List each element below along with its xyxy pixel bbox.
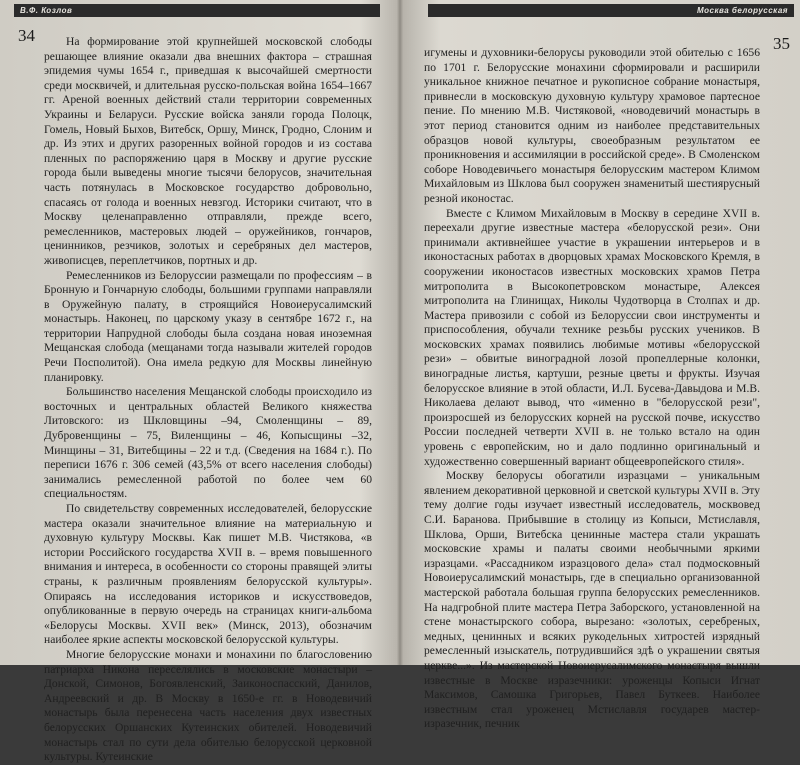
left-page	[0, 0, 398, 764]
paragraph: Москву белорусы обогатили изразцами – уникальным явлением декоративной церковной и светской культуры XVII в. Эту тему долгие годы изучает известный исследователь, москвовед С.И. Баранова. Прибывшие в столицу из Копыси, Мстиславля, Шклова, Орши, Витебска ценинные мастера стали украшать московские храмы и палаты своими необычными яркими изразцами. «Рассадником изразцового дела» стал подмосковный Новоиерусалимский монастырь, где в специально организованной мастерской работала большая группа белорусских ремесленников. На надгробной плите мастера Петра Заборского, установленной на стене монастырского собора, вырезано: «золотых, серебреных, медных, ценинных и всяких рукодельных хитростей изрядный ремесленный изыскатель, потрудившийся здѣ о украшении святыя церкве...». Из мастерской Новоиерусалимского монастыря вышли известные в Москве изразечники: уроженцы Копыси Игнат Максимов, Самошка Григорьев, Павел Буткеев. Наиболее известным стал уроженец Мстиславля государев мастер-изразечник, печник	[424, 469, 760, 731]
paragraph: Ремесленников из Белоруссии размещали по профессиям – в Бронную и Гончарную слободы, большими группами направляли в Оружейную палату, в строящийся Новоиерусалимский монастырь. Наконец, по царскому указу в сентябре 1672 г., на территории Напрудной слободы была создана новая иноземная Мещанская слобода (мещанами тогда называли жителей городов Речи Посполитой). Она имела редкую для Москвы линейную планировку.	[44, 268, 372, 384]
running-header-author: В.Ф. Козлов	[14, 4, 380, 17]
paragraph: Вместе с Климом Михайловым в Москву в середине XVII в. переехали другие известные мастера «белорусской рези». Они принимали активнейшее участие в украшении интерьеров и в иконостасных работах в дворцовых храмах Московского Кремля, в сооружении иконостасов известных московских храмов Петра митрополита в Высокопетровском монастыре, Алексея митрополита на Глинищах, Николы Чудотворца в Столпах и др. Мастера привозили с собой из Белоруссии свои инструменты и приспособления, обучали технике резьбы русских учеников. В московских храмах появились любимые мотивы «белорусской рези» – обвитые виноградной лозой пропеллерные колонки, виноградные листья, картуши, резные цветы и фрукты. Изучая белорусское влияние в этой области, И.Л. Бусева-Давыдова и М.В. Николаева делают вывод, что «именно в "белорусской рези", произросшей из белорусских корней на русской почве, искусство России последней четверти XVII в. не только встало на один уровень с европейским, но и дало подлинно оригинальный и художественно совершенный вариант общеевропейского стиля».	[424, 206, 760, 468]
left-page-body	[44, 35, 372, 765]
page-number-left: 34	[18, 26, 35, 45]
paragraph: Многие белорусские монахи и монахини по благословению патриарха Никона переселялись в московские монастыри – Донской, Симонов, Богоявленский, Заиконоспасский, Данилов, Андреевский и др. В Москву в 1650-е гг. в Новодевичий монастырь была перенесена часть населения двух известных белорусских Оршанских Кутеинских обителей. Новодевичий монастырь стал по сути дела обителью белорусской церковной культуры. Кутеинские	[44, 647, 372, 764]
paragraph: На формирование этой крупнейшей московской слободы решающее влияние оказали два внешних фактора – страшная эпидемия чумы 1654 г., приведшая к высочайшей смертности среди москвичей, и длительная русско-польская война 1654–1667 гг. Ареной военных действий стали территории современных Украины и Беларуси. Русские войска заняли города Полоцк, Гомель, Новый Быхов, Витебск, Оршу, Минск, Гродно, Слоним и др. Из этих и других разоренных войной городов и из состава пленных по распоряжению царя в Москву и другие русские города были выведены многие тысячи белорусов, значительная часть потянулась в Московское государство добровольно, спасаясь от голода и военных невзгод. Историки считают, что в Москву целенаправленно отправляли, прежде всего, ремесленников, мастеровых людей – оружейников, гончаров, ценинников, резчиков, золотых и серебряных дел мастеров, живописцев, переплетчиков, портных и др.	[44, 35, 372, 267]
paragraph: Большинство населения Мещанской слободы происходило из восточных и центральных областей Великого княжества Литовского: из Шкловщины –94, Смоленщины – 89, Дубровенщины – 75, Виленщины – 46, Копысщины –32, Минщины – 31, Витебщины – 22 и т.д. (Сведения на 1684 г.). По переписи 1676 г. 306 семей (43,5% от всего населения слободы) занимались ремесленной работой по более чем 60 специальностям.	[44, 385, 372, 501]
right-page	[402, 0, 800, 731]
page-number-right: 35	[773, 34, 790, 53]
right-page-body	[424, 46, 760, 732]
running-header-title: Москва белорусская	[428, 4, 794, 17]
paragraph: игумены и духовники-белорусы руководили этой обителью с 1656 по 1701 г. Белорусские монахини сформировали и расширили уникальное книжное печатное и рукописное собрание монастыря, привнесли в московскую духовную культуру храмовое партесное пение. По мнению М.В. Чистяковой, «новодевичий монастырь в этот период становится одним из наиболее представительных образцов новой культуры, своеобразным результатом ее проникновения и ассимиляции в российской среде». В Смоленском соборе Новодевичьего монастыря белорусским мастером Климом Михайловым из Шклова был сооружен знаменитый шестиярусный резной иконостас.	[424, 46, 760, 205]
paragraph: По свидетельству современных исследователей, белорусские мастера оказали значительное влияние на материальную и духовную культуру Москвы. Как пишет М.В. Чистякова, «в истории Российского государства XVII в. – время повышенного внимания и интереса, в особенности со стороны правящей элиты страны, к различным проявлениям белорусской культуры». Опираясь на исследования историков и искусствоведов, опубликованные в первую очередь на страницах книги-альбома «Белорусы Москвы. XVII век» (Минск, 2013), обозначим наиболее яркие аспекты московской белорусской культуры.	[44, 502, 372, 647]
